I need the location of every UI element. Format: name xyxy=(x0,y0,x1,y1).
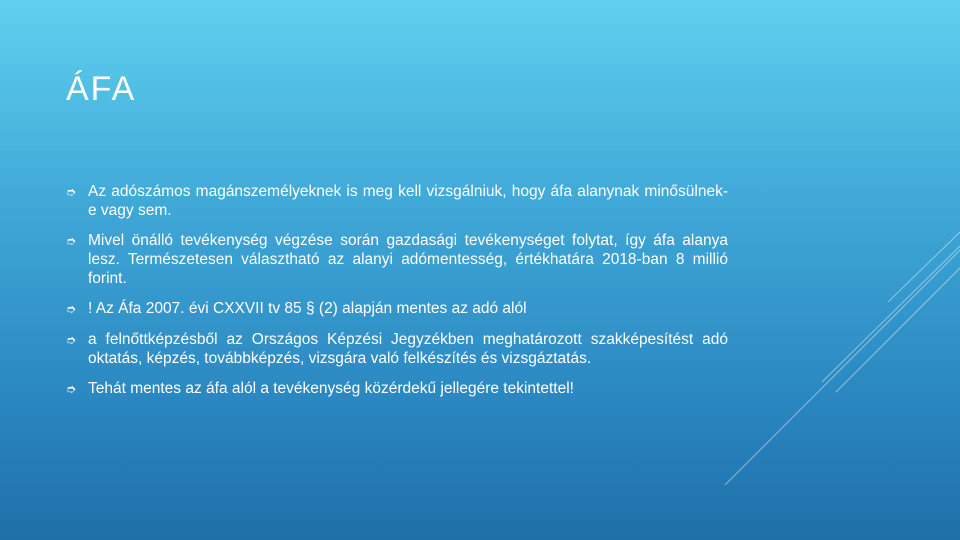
circled-arrow-icon: ➮ xyxy=(66,333,77,347)
list-item xyxy=(66,379,728,399)
circled-arrow-icon: ➮ xyxy=(66,185,77,199)
bullet-text: Mivel önálló tevékenység végzése során gazdasági tevékenységet folytat, így áfa alanya lesz. Természetesen választható az alanyi adómentesség, értékhatára 2018-ban 8 millió forint. xyxy=(88,232,728,287)
list-item xyxy=(66,182,728,220)
list-item xyxy=(66,330,728,368)
circled-arrow-icon: ➮ xyxy=(66,234,77,248)
bullet-text: Tehát mentes az áfa alól a tevékenység közérdekű jellegére tekintettel! xyxy=(88,380,574,397)
circled-arrow-icon: ➮ xyxy=(66,302,77,316)
bullet-text: a felnőttképzésből az Országos Képzési Jegyzékben meghatározott szakképesítést adó oktatás, képzés, továbbképzés, vizsgára való felkészítés és vizsgáztatás. xyxy=(88,331,728,367)
bullet-text: ! Az Áfa 2007. évi CXXVII tv 85 § (2) alapján mentes az adó alól xyxy=(88,300,527,317)
list-item xyxy=(66,231,728,288)
circled-arrow-icon: ➮ xyxy=(66,382,77,396)
bullet-list xyxy=(66,182,728,410)
slide-title: ÁFA xyxy=(66,70,137,108)
list-item xyxy=(66,299,728,319)
bullet-text: Az adószámos magánszemélyeknek is meg kell vizsgálniuk, hogy áfa alanynak minősülnek-e vagy sem. xyxy=(88,183,728,219)
